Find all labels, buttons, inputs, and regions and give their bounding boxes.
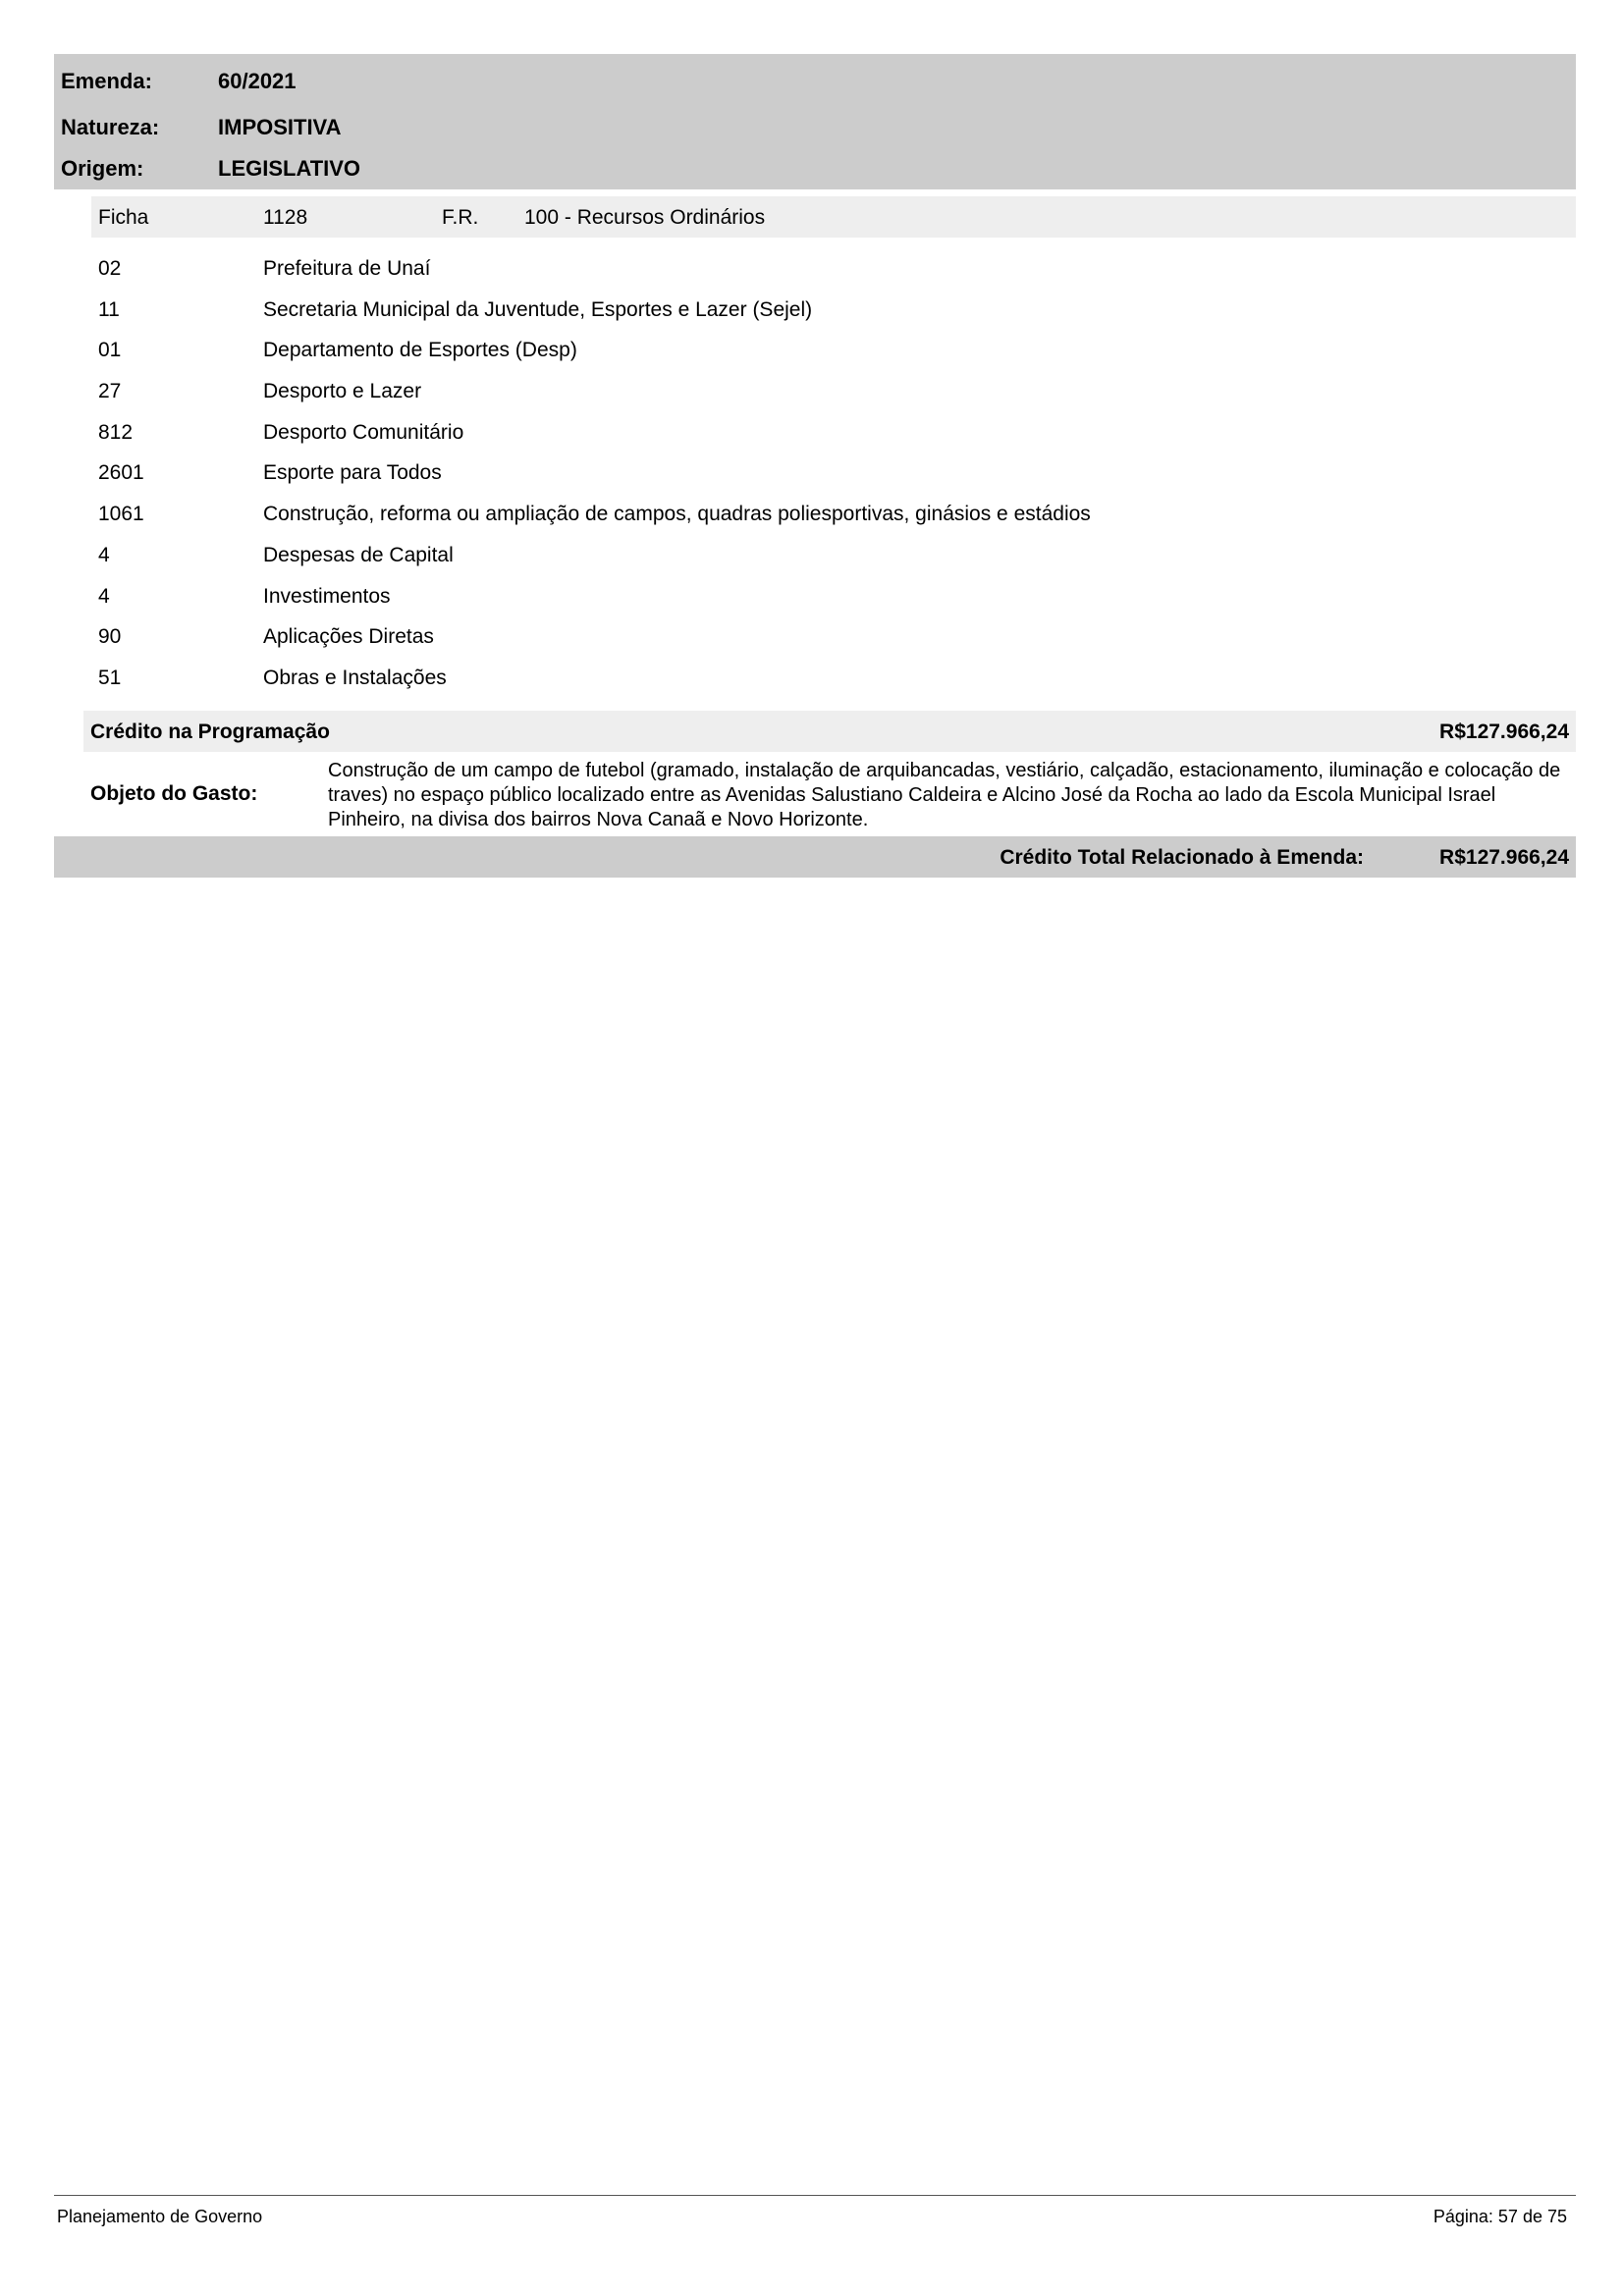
emenda-value: 60/2021 [218,69,297,93]
list-item [98,503,1571,544]
ficha-number: 1128 [263,206,308,229]
classification-code: 1061 [98,503,144,526]
credito-label: Crédito na Programação [90,721,330,743]
emenda-header [54,54,1576,189]
classification-code: 02 [98,257,122,280]
objeto-gasto-row [83,756,1576,836]
list-item [98,544,1571,585]
objeto-text: Construção de um campo de futebol (gramado, instalação de arquibancadas, vestiário, calçadão, estacionamento, iluminação e colocação de traves) no espaço público localizado entre as Avenidas Salustiano Caldeira e Alcino José da Rocha ao lado da Escola Municipal Israel Pinheiro, na divisa dos bairros Nova Canaã e Novo Horizonte. [328,760,1561,830]
list-item [98,461,1571,503]
classification-description: Aplicações Diretas [263,625,434,649]
footer-title: Planejamento de Governo [57,2207,263,2226]
list-item [98,625,1571,667]
classification-description: Desporto e Lazer [263,380,422,403]
list-item [98,257,1571,298]
classification-code: 2601 [98,461,144,485]
classification-code: 11 [98,297,120,321]
ficha-label: Ficha [98,206,149,229]
objeto-label: Objeto do Gasto: [90,782,258,805]
classification-description: Despesas de Capital [263,543,454,566]
credito-programacao-row [83,711,1576,752]
classification-code: 51 [98,666,122,689]
credito-total-row [54,836,1576,878]
classification-description: Esporte para Todos [263,461,442,485]
natureza-label: Natureza: [61,115,160,139]
list-item [98,298,1571,340]
emenda-label: Emenda: [61,69,152,93]
origem-label: Origem: [61,156,144,181]
origem-value: LEGISLATIVO [218,156,361,181]
fr-label: F.R. [442,206,479,229]
classification-code: 812 [98,420,134,444]
classification-description: Desporto Comunitário [263,420,464,444]
classification-description: Departamento de Esportes (Desp) [263,339,577,362]
natureza-value: IMPOSITIVA [218,115,342,139]
credito-amount: R$127.966,24 [1439,721,1569,743]
fr-value: 100 - Recursos Ordinários [524,206,766,229]
classification-code: 4 [98,543,110,566]
classification-list [98,257,1571,708]
classification-code: 27 [98,380,122,403]
list-item [98,585,1571,626]
classification-code: 01 [98,339,122,362]
list-item [98,380,1571,421]
total-amount: R$127.966,24 [1439,846,1569,869]
classification-description: Prefeitura de Unaí [263,257,431,280]
footer-divider [54,2195,1576,2196]
ficha-row [91,196,1576,238]
list-item [98,667,1571,708]
classification-description: Construção, reforma ou ampliação de campos, quadras poliesportivas, ginásios e estádios [263,503,1091,526]
total-label: Crédito Total Relacionado à Emenda: [1000,846,1364,869]
list-item [98,339,1571,380]
classification-code: 4 [98,584,110,608]
page-number: Página: 57 de 75 [1433,2207,1567,2226]
classification-code: 90 [98,625,122,649]
classification-description: Investimentos [263,584,391,608]
classification-description: Secretaria Municipal da Juventude, Esportes e Lazer (Sejel) [263,297,813,321]
classification-description: Obras e Instalações [263,666,447,689]
list-item [98,421,1571,462]
